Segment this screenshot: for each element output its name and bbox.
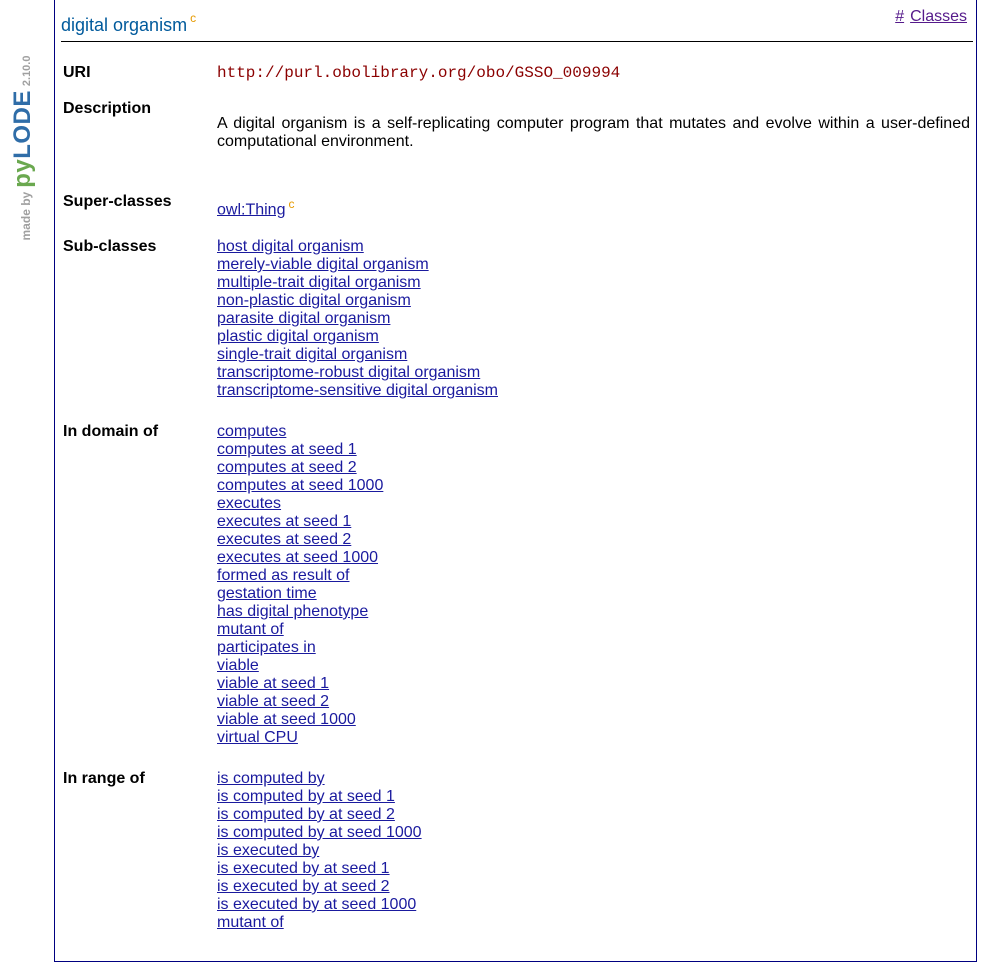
domain-property-link[interactable]: gestation time xyxy=(217,585,317,602)
pylode-logo-lode: LODE xyxy=(9,90,36,159)
range-label: In range of xyxy=(63,770,145,787)
anchor-link[interactable]: # xyxy=(895,8,905,25)
domain-property-link[interactable]: computes at seed 1 xyxy=(217,441,357,458)
domain-property-link[interactable]: has digital phenotype xyxy=(217,603,369,620)
entity-header xyxy=(61,0,973,42)
subclasses-label: Sub-classes xyxy=(63,238,157,255)
pylode-badge[interactable] xyxy=(6,48,40,248)
class-entity-panel xyxy=(54,0,977,962)
properties-table xyxy=(61,58,970,932)
subclass-link[interactable]: non-plastic digital organism xyxy=(217,292,411,309)
domain-label: In domain of xyxy=(63,423,159,440)
range-property-link[interactable]: is computed by at seed 1 xyxy=(217,788,395,805)
subclass-link[interactable]: plastic digital organism xyxy=(217,328,379,345)
domain-property-link[interactable]: executes at seed 2 xyxy=(217,531,352,548)
classes-link[interactable]: Classes xyxy=(910,8,967,25)
domain-list xyxy=(217,423,970,747)
subclass-link[interactable]: transcriptome-sensitive digital organism xyxy=(217,382,498,399)
domain-property-link[interactable]: viable at seed 1000 xyxy=(217,711,356,728)
domain-property-link[interactable]: viable at seed 2 xyxy=(217,693,330,710)
domain-property-link[interactable]: executes at seed 1000 xyxy=(217,549,379,566)
class-title: digital organism xyxy=(61,15,188,35)
range-property-link[interactable]: is computed by at seed 2 xyxy=(217,806,395,823)
domain-property-link[interactable]: computes at seed 2 xyxy=(217,459,357,476)
range-property-link[interactable]: mutant of xyxy=(217,914,284,931)
domain-property-link[interactable]: computes at seed 1000 xyxy=(217,477,384,494)
page-title xyxy=(61,13,196,36)
subclass-link[interactable]: multiple-trait digital organism xyxy=(217,274,421,291)
range-property-link[interactable]: is executed by at seed 1000 xyxy=(217,896,417,913)
pylode-logo-py: py xyxy=(9,158,36,188)
subclass-link[interactable]: transcriptome-robust digital organism xyxy=(217,364,481,381)
class-type-tag: c xyxy=(190,11,197,25)
subclasses-list xyxy=(217,238,970,400)
domain-row xyxy=(61,421,970,768)
uri-row xyxy=(61,58,970,100)
uri-label: URI xyxy=(63,64,91,81)
domain-property-link[interactable]: participates in xyxy=(217,639,316,656)
description-label: Description xyxy=(63,100,152,117)
description-text: A digital organism is a self-replicating computer program that mutates and evolve within a user-defined computational environment. xyxy=(217,115,970,150)
subclass-link[interactable]: host digital organism xyxy=(217,238,364,255)
uri-value: http://purl.obolibrary.org/obo/GSSO_009994 xyxy=(217,64,621,82)
made-by-label: made by xyxy=(19,191,33,241)
back-to-classes xyxy=(895,8,967,26)
domain-property-link[interactable]: executes at seed 1 xyxy=(217,513,352,530)
superclasses-row xyxy=(61,191,970,236)
range-property-link[interactable]: is executed by at seed 2 xyxy=(217,878,390,895)
superclass-type-tag: c xyxy=(288,197,295,211)
range-row xyxy=(61,768,970,932)
range-property-link[interactable]: is computed by xyxy=(217,770,325,787)
domain-property-link[interactable]: virtual CPU xyxy=(217,729,298,746)
subclasses-row xyxy=(61,236,970,421)
domain-property-link[interactable]: mutant of xyxy=(217,621,284,638)
domain-property-link[interactable]: computes xyxy=(217,423,287,440)
subclass-link[interactable]: parasite digital organism xyxy=(217,310,391,327)
domain-property-link[interactable]: executes xyxy=(217,495,282,512)
superclass-link[interactable]: owl:Thing xyxy=(217,201,286,219)
range-property-link[interactable]: is executed by at seed 1 xyxy=(217,860,390,877)
domain-property-link[interactable]: viable at seed 1 xyxy=(217,675,330,692)
subclass-link[interactable]: merely-viable digital organism xyxy=(217,256,429,273)
range-property-link[interactable]: is computed by at seed 1000 xyxy=(217,824,422,841)
pylode-version: 2.10.0 xyxy=(21,55,33,87)
description-row xyxy=(61,100,970,191)
domain-property-link[interactable]: viable xyxy=(217,657,259,674)
range-property-link[interactable]: is executed by xyxy=(217,842,320,859)
subclass-link[interactable]: single-trait digital organism xyxy=(217,346,408,363)
superclasses-label: Super-classes xyxy=(63,193,172,210)
domain-property-link[interactable]: formed as result of xyxy=(217,567,350,584)
range-list xyxy=(217,770,970,932)
